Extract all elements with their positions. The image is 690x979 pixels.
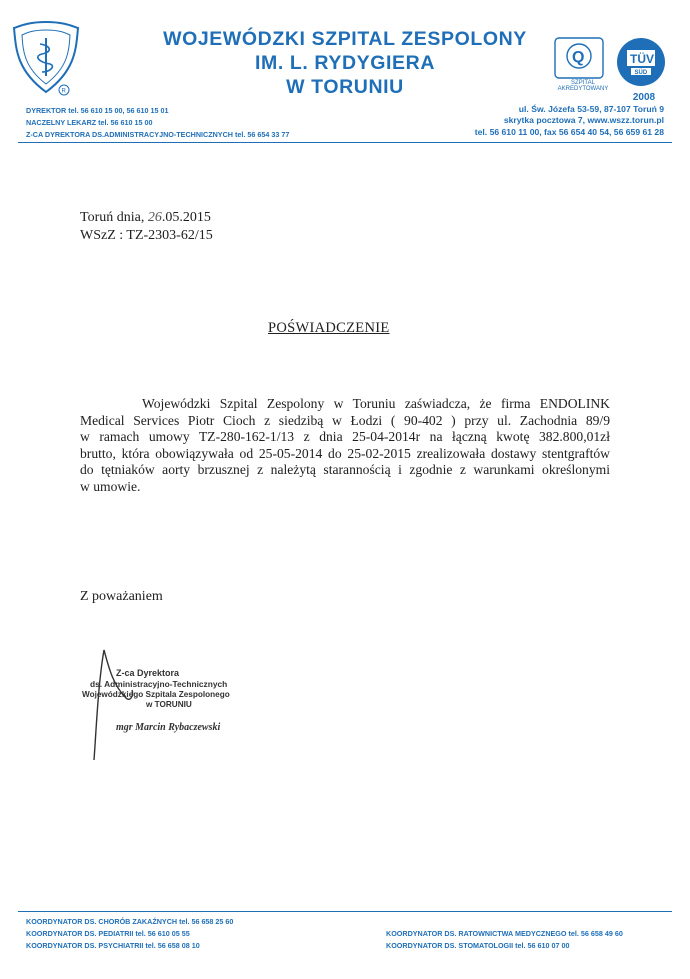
footer-infectious: KOORDYNATOR DS. CHORÓB ZAKAŹNYCH tel. 56 658 25 60 xyxy=(26,917,234,926)
address: ul. Św. Józefa 53-59, 87-107 Toruń 9 xyxy=(518,104,664,114)
footer-dentistry: KOORDYNATOR DS. STOMATOLOGII tel. 56 610 07 00 xyxy=(386,941,570,950)
header-divider xyxy=(18,142,672,143)
signer-name: mgr Marcin Rybaczewski xyxy=(116,722,221,733)
paragraph-line: w umowie. xyxy=(80,478,141,494)
svg-text:SÜD: SÜD xyxy=(634,70,648,76)
reference-number: WSzZ : TZ-2303-62/15 xyxy=(80,228,213,243)
stamp-line2: ds. Administracyjno-Technicznych xyxy=(90,679,228,689)
date-rest: .05.2015 xyxy=(161,210,211,225)
phone-fax: tel. 56 610 11 00, fax 56 654 40 54, 56 659 61 28 xyxy=(474,127,664,137)
paragraph-line: brutto, która obowiązywała od 25-05-2014 do 25-02-2015 zrealizowała dostawy stentgraftów xyxy=(80,445,610,461)
tuv-logo xyxy=(615,36,667,88)
accreditation-label: SZPITAL AKREDYTOWANY xyxy=(557,80,609,92)
place-date-prefix: Toruń dnia, xyxy=(80,210,145,225)
paragraph-line: Medical Services Piotr Cioch z siedzibą w Łodzi ( 90-402 ) przy ul. Zachodnia 89/9 xyxy=(80,412,610,428)
document-title: POŚWIADCZENIE xyxy=(268,320,390,336)
certification-year: 2008 xyxy=(632,92,656,103)
paragraph-line: w ramach umowy TZ-280-162-1/13 z dnia 25-04-2014r na łączną kwotę 382.800,01zł xyxy=(80,429,610,444)
svg-text:R: R xyxy=(61,88,66,95)
certificate-paragraph xyxy=(80,396,610,495)
handwritten-signature xyxy=(82,644,152,764)
contact-chief-physician: NACZELNY LEKARZ tel. 56 610 15 00 xyxy=(26,118,153,127)
paragraph-line: Wojewódzki Szpital Zespolony w Toruniu zaświadcza, że firma ENDOLINK xyxy=(142,396,610,411)
svg-text:Q: Q xyxy=(572,49,585,66)
footer-psychiatry: KOORDYNATOR DS. PSYCHIATRII tel. 56 658 08 10 xyxy=(26,941,200,950)
contact-director: DYREKTOR tel. 56 610 15 00, 56 610 15 01 xyxy=(26,106,169,115)
closing: Z poważaniem xyxy=(80,589,163,604)
footer-pediatrics: KOORDYNATOR DS. PEDIATRII tel. 56 610 05 55 xyxy=(26,929,190,938)
stamp-line1: Z-ca Dyrektora xyxy=(116,668,180,678)
handwritten-day: 26 xyxy=(147,210,162,225)
paragraph-line: do tętniaków aorty brzusznej z należytą starannością i zgodnie z warunkami określonymi xyxy=(80,462,610,477)
hospital-name-line1: WOJEWÓDZKI SZPITAL ZESPOLONY xyxy=(163,28,527,50)
hospital-name-line3: W TORUNIU xyxy=(286,76,404,98)
contact-deputy-director: Z-CA DYREKTORA DS.ADMINISTRACYJNO-TECHNICZNYCH tel. 56 654 33 77 xyxy=(26,130,290,139)
place-date xyxy=(80,210,211,226)
footer-divider xyxy=(18,911,672,912)
hospital-name-line2: IM. L. RYDYGIERA xyxy=(254,52,436,74)
svg-text:TÜV: TÜV xyxy=(630,52,654,66)
stamp-line3: Wojewódzkiego Szpitala Zespolonego xyxy=(82,690,230,699)
stamp-line4: w TORUNIU xyxy=(146,700,192,709)
footer-emergency: KOORDYNATOR DS. RATOWNICTWA MEDYCZNEGO tel. 56 658 49 60 xyxy=(386,929,623,938)
po-box-website: skrytka pocztowa 7, www.wszz.torun.pl xyxy=(503,115,664,125)
